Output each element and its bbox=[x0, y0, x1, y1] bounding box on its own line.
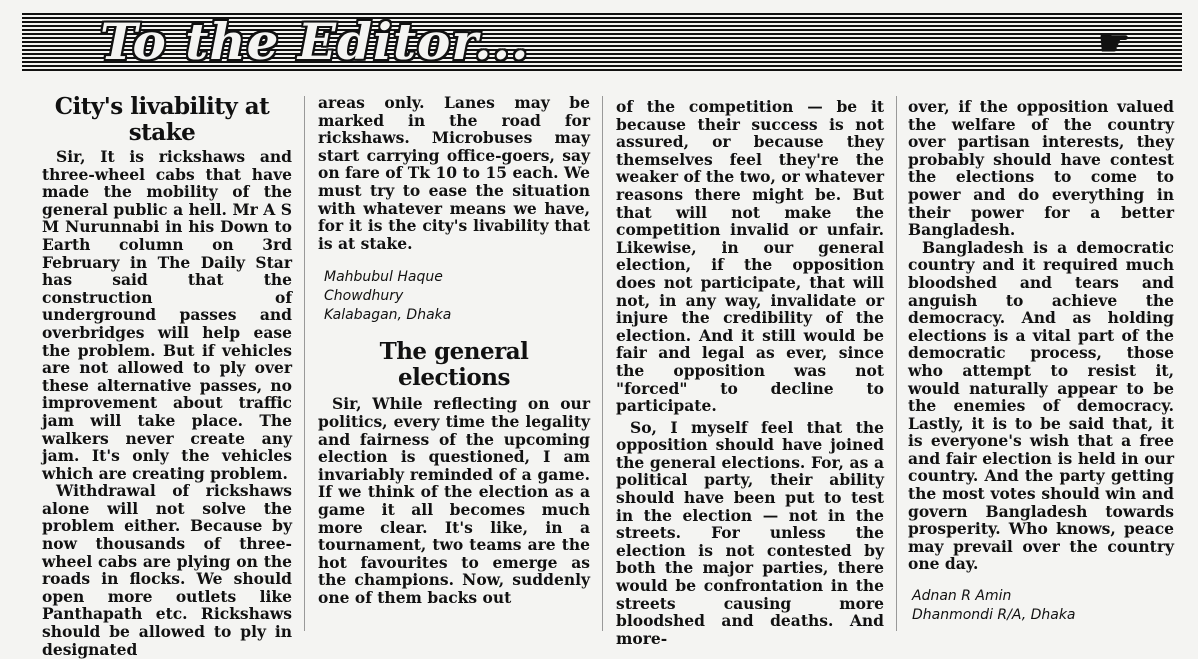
signature-name: Chowdhury bbox=[324, 288, 404, 305]
column-divider bbox=[602, 96, 603, 631]
section-title: To the Editor... bbox=[100, 12, 530, 71]
pointing-hand-icon: ☛ bbox=[1098, 22, 1131, 64]
letter-signature bbox=[324, 268, 590, 325]
signature-name: Adnan R Amin bbox=[912, 588, 1012, 605]
column-2 bbox=[318, 94, 590, 606]
column-1 bbox=[42, 94, 292, 658]
letter-paragraph: Withdrawal of rickshaws alone will not solve the problem either. Because by now thousands of three-wheel cabs are plying on the roads in flocks. We should open more outlets like Panthapath etc. Rickshaws should be allowed to ply in designated bbox=[42, 481, 292, 659]
signature-location: Kalabagan, Dhaka bbox=[324, 307, 452, 324]
letter-paragraph: Sir, While reflecting on our politics, every time the legality and fairness of the upcoming election is questioned, I am invariably reminded of a game. If we think of the election as a game it all becomes much more clear. It's like, in a tournament, two teams are the hot favourites to emerge as the champions. Now, suddenly one of them backs out bbox=[318, 394, 590, 607]
letter-paragraph: areas only. Lanes may be marked in the road for rickshaws. Microbuses may start carrying office-goers, say on fare of Tk 10 to 15 each. We must try to ease the situation with whatever means we have, for it is the city's livability that is at stake. bbox=[318, 93, 590, 253]
letter-paragraph: over, if the opposition valued the welfare of the country over partisan interests, they probably should have contest the elections to come to power and do everything in their power for a better Bangladesh. bbox=[908, 97, 1174, 240]
letter-paragraph: So, I myself feel that the opposition should have joined the general elections. For, as a political party, their ability should have been put to test in the election — not in the streets. For unless the election is not contested by both the major parties, there would be confrontation in the streets causing more bloodshed and deaths. And more- bbox=[616, 417, 884, 648]
column-divider bbox=[304, 96, 305, 631]
column-divider bbox=[896, 96, 897, 631]
signature-name: Mahbubul Haque bbox=[324, 269, 443, 286]
letter-signature bbox=[912, 587, 1174, 625]
letter-paragraph: Bangladesh is a democratic country and it required much bloodshed and tears and anguish to achieve the democracy. And as holding elections is a vital part of the democratic process, those who attempt to resist it, would naturally appear to be the enemies of democracy. Lastly, it is to be said that, it is everyone's wish that a free and fair election is held in our country. And the party getting the most votes should win and govern Bangladesh towards prosperity. Who knows, peace may prevail over the country one day. bbox=[908, 237, 1174, 574]
letter-paragraph: Sir, It is rickshaws and three-wheel cabs that have made the mobility of the general public a hell. Mr A S M Nurunnabi in his Down to Earth column on 3rd February in The Daily Star has said that the construction of underground passes and overbridges will help ease the problem. But if vehicles are not allowed to ply over these alternative passes, no improvement about traffic jam will take place. The walkers never create any jam. It's only the vehicles which are creating problem. bbox=[42, 147, 292, 483]
letter-heading: City's livability at stake bbox=[54, 93, 270, 146]
letter-paragraph: of the competition — be it because their success is not assured, or because they themselves feel they're the weaker of the two, or whatever reasons there might be. But that will not make the competition invalid or unfair. Likewise, in our general election, if the opposition does not participate, that will not, in any way, invalidate or injure the credibility of the election. And it still would be fair and legal as ever, since the opposition was not "forced" to decline to participate. bbox=[616, 97, 884, 416]
column-3 bbox=[616, 98, 884, 647]
letter-heading: The general elections bbox=[379, 338, 529, 392]
column-4 bbox=[908, 98, 1174, 625]
signature-location: Dhanmondi R/A, Dhaka bbox=[912, 607, 1076, 624]
